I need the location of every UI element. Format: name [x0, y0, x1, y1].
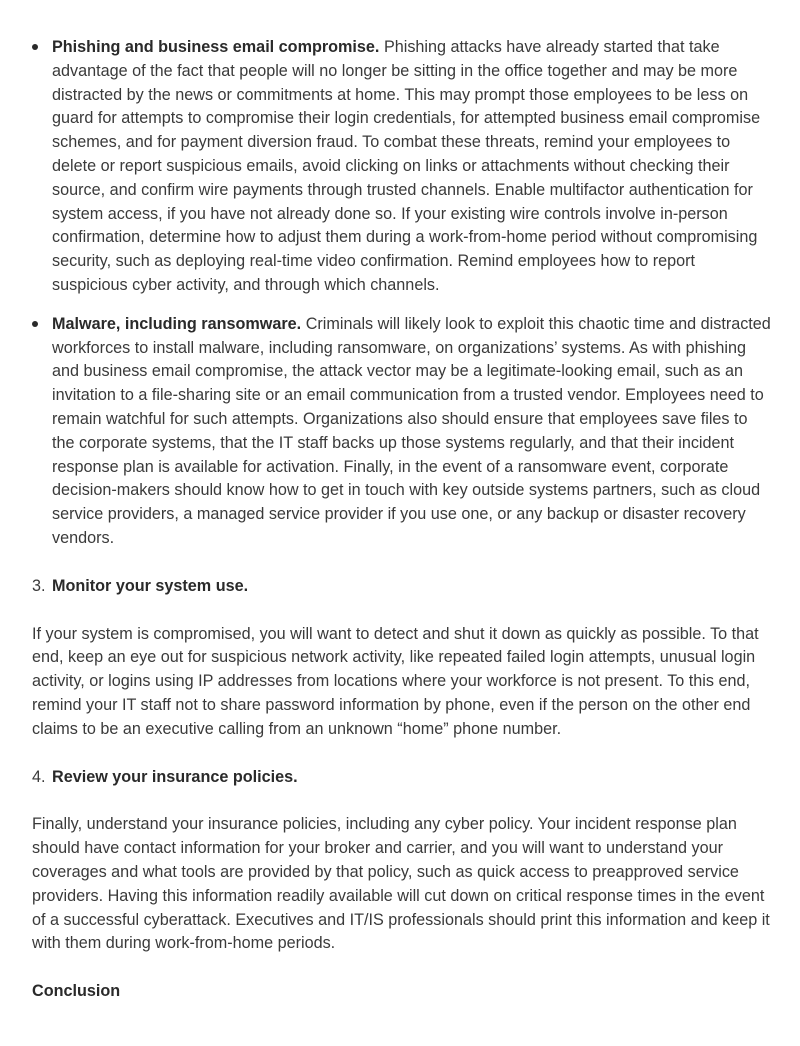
section-heading: Monitor your system use. — [52, 576, 249, 595]
threat-bullet-list — [32, 36, 772, 551]
bullet-title: Malware, including ransomware. — [52, 314, 302, 333]
bullet-icon — [32, 44, 38, 50]
bullet-icon — [32, 321, 38, 327]
bullet-text: Phishing attacks have already started that take advantage of the fact that people will no longer be sitting in the office together and may be more distracted by the news or commitments at home. This may prompt those employees to be less on guard for attempts to compromise their login credentials, for attempted business email compromise schemes, and for payment diversion fraud. To combat these threats, remind your employees to delete or report suspicious emails, avoid clicking on links or attachments without checking their source, and confirm wire payments through trusted channels. Enable multifactor authentication for system access, if you have not already done so. If your existing wire controls involve in-person confirmation, determine how to adjust them during a work-from-home period without compromising security, such as deploying real-time video confirmation. Remind employees how to report suspicious cyber activity, and through which channels. — [52, 38, 761, 294]
section-4-heading — [32, 766, 772, 790]
bullet-text: Criminals will likely look to exploit this chaotic time and distracted workforces to install malware, including ransomware, on organizations’ systems. As with phishing and business email compromise, the attack vector may be a legitimate-looking email, such as an invitation to a file-sharing site or an email communication from a trusted vendor. Employees need to remain watchful for such attempts. Organizations also should ensure that employees save files to the corporate systems, that the IT staff backs up those systems regularly, and that their incident response plan is available for activation. Finally, in the event of a ransomware event, corporate decision-makers should know how to get in touch with key outside systems partners, such as cloud service providers, a managed service provider if you use one, or any backup or disaster recovery vendors. — [52, 314, 771, 547]
section-4-body: Finally, understand your insurance policies, including any cyber policy. Your incident response plan should have contact information for your broker and carrier, and you will want to understand your coverages and what tools are provided by that policy, such as quick access to preapproved service providers. Having this information readily available will cut down on critical response times in the event of a successful cyberattack. Executives and IT/IS professionals should print this information and keep it with them during work-from-home periods. — [32, 815, 770, 953]
section-3-heading — [32, 575, 772, 599]
list-item — [32, 313, 772, 551]
list-item — [32, 36, 772, 298]
article-content — [32, 36, 772, 1004]
section-number: 4. — [32, 767, 46, 786]
section-number: 3. — [32, 576, 46, 595]
bullet-title: Phishing and business email compromise. — [52, 38, 380, 56]
section-3-body: If your system is compromised, you will want to detect and shut it down as quickly as possible. To that end, keep an eye out for suspicious network activity, like repeated failed login attempts, unusual login activity, or logins using IP addresses from locations where your workforce is not present. To this end, remind your IT staff not to share password information by phone, even if the person on the other end claims to be an executive calling from an unknown “home” phone number. — [32, 624, 759, 738]
conclusion-heading: Conclusion — [32, 982, 121, 1001]
section-heading: Review your insurance policies. — [52, 767, 298, 786]
